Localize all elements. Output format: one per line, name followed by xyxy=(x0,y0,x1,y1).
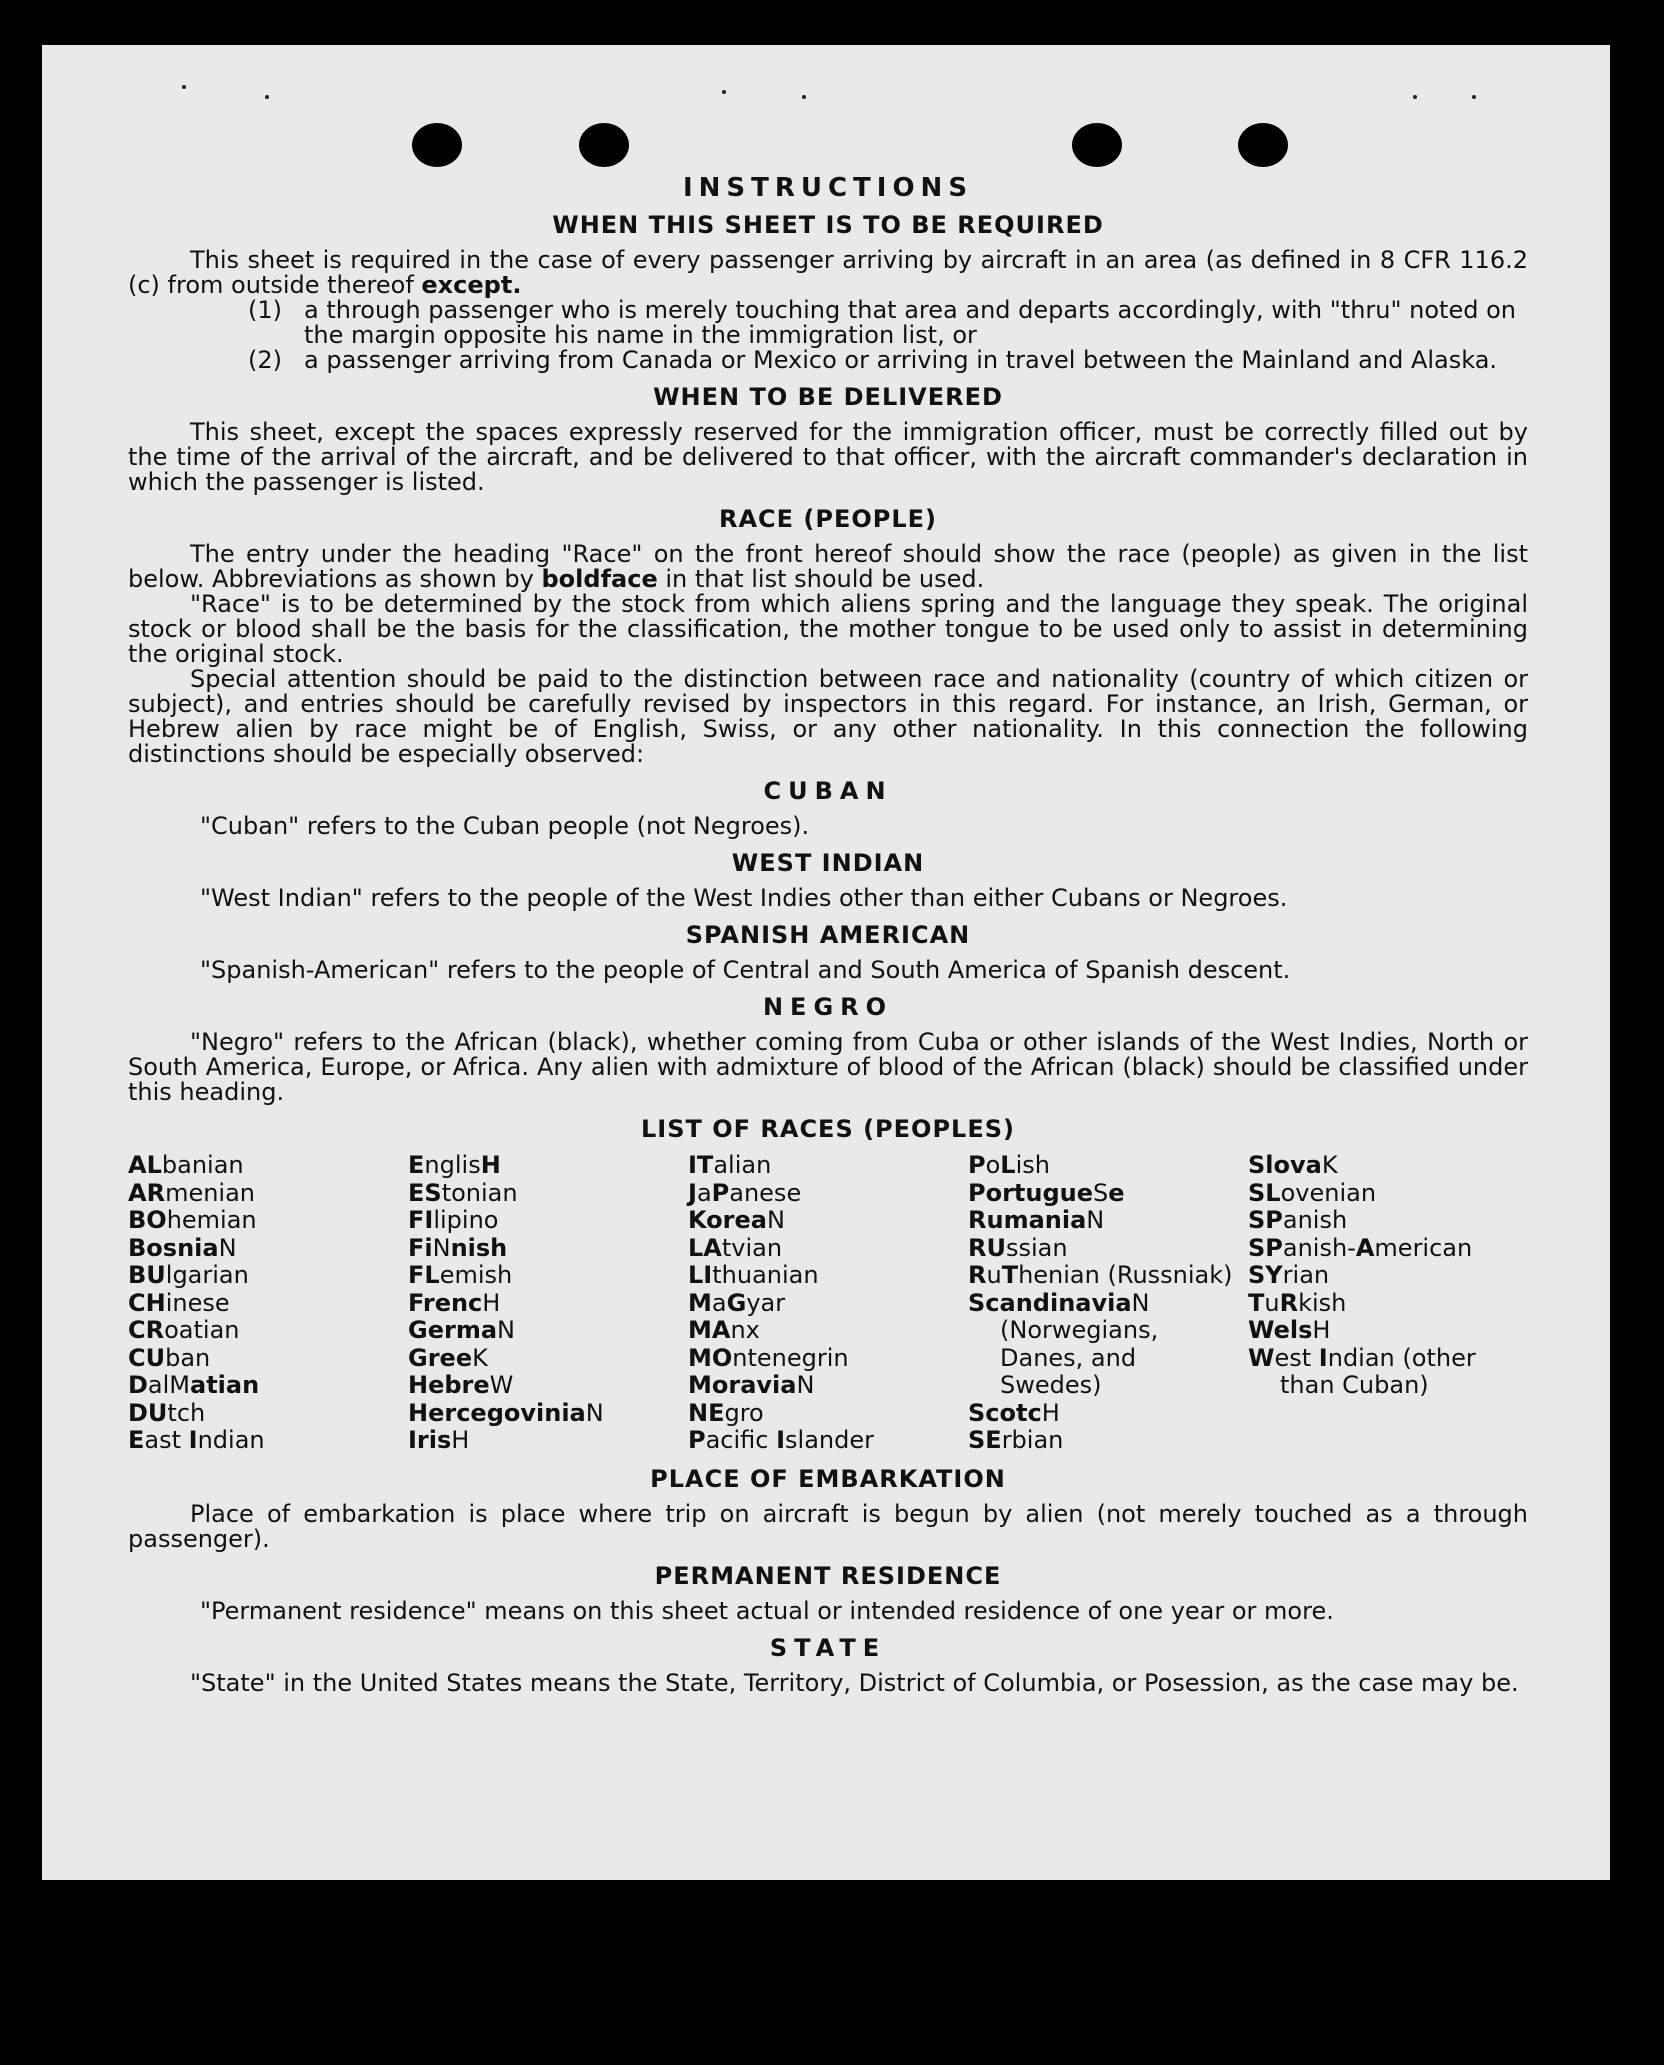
intro-text: This sheet is required in the case of every passenger arriving by aircraft in an area (as defined in 8 CFR 116.2 (c) from outside thereof xyxy=(128,246,1528,299)
race-entry: CUban xyxy=(128,1343,211,1372)
races-column-5 xyxy=(1248,1152,1528,1455)
race-entry: NEgro xyxy=(688,1398,764,1427)
race-paragraph-1 xyxy=(128,542,1528,592)
race-entry: BosniaN xyxy=(128,1233,237,1262)
race-entry: MaGyar xyxy=(688,1288,786,1317)
race-entry: than Cuban) xyxy=(1280,1371,1429,1399)
heading-embarkation: PLACE OF EMBARKATION xyxy=(650,1464,1006,1493)
race-entry: ScandinaviaN xyxy=(968,1288,1150,1317)
race-entry: TuRkish xyxy=(1248,1288,1347,1317)
punch-hole xyxy=(1072,123,1122,167)
race-entry: EnglisH xyxy=(408,1151,501,1179)
item-text: a passenger arriving from Canada or Mexico or arriving in travel between the Mainland and Alaska. xyxy=(304,346,1498,374)
race-entry: EStonian xyxy=(408,1178,518,1207)
race-entry: JaPanese xyxy=(688,1178,802,1207)
race-entry: FIlipino xyxy=(408,1206,499,1234)
races-table xyxy=(128,1152,1528,1455)
instructions-content xyxy=(128,173,1528,1697)
heading-residence: PERMANENT RESIDENCE xyxy=(654,1561,1002,1590)
race-p1-bold: boldface xyxy=(541,565,658,593)
race-entry: GreeK xyxy=(408,1343,488,1372)
speck xyxy=(722,90,726,94)
race-entry: MAnx xyxy=(688,1316,760,1344)
race-entry: SlovaK xyxy=(1248,1151,1338,1179)
heading-west-indian: WEST INDIAN xyxy=(731,849,925,877)
race-entry: West Indian (other xyxy=(1248,1343,1476,1372)
item-number: (1) xyxy=(248,296,282,324)
race-p1b: in that list should be used. xyxy=(665,565,985,593)
heading-cuban: CUBAN xyxy=(763,777,893,805)
race-entry: KoreaN xyxy=(688,1206,785,1234)
west-indian-text: "West Indian" refers to the people of the West Indies other than either Cubans or Negroes. xyxy=(200,884,1288,912)
race-entry: DalMatian xyxy=(128,1371,260,1399)
race-entry: FiNnish xyxy=(408,1233,508,1262)
item-number: (2) xyxy=(248,346,282,374)
race-entry: SPanish xyxy=(1248,1206,1348,1234)
race-entry: East Indian xyxy=(128,1426,265,1454)
race-entry: FLemish xyxy=(408,1261,513,1289)
speck xyxy=(1472,95,1476,99)
when-required-intro xyxy=(128,248,1528,298)
race-entry: ITalian xyxy=(688,1151,772,1179)
heading-when-required: WHEN THIS SHEET IS TO BE REQUIRED xyxy=(552,211,1104,239)
races-column-2 xyxy=(408,1152,688,1455)
state-text: "State" in the United States means the State, Territory, District of Columbia, or Posession, as the case may be. xyxy=(190,1668,1519,1697)
list-item xyxy=(128,298,1528,348)
residence-text: "Permanent residence" means on this sheet actual or intended residence of one year or more. xyxy=(200,1596,1334,1625)
race-entry: PoLish xyxy=(968,1151,1050,1179)
race-entry: (Norwegians, xyxy=(1000,1316,1159,1344)
race-entry: RUssian xyxy=(968,1233,1068,1262)
race-entry: BOhemian xyxy=(128,1206,257,1234)
races-column-1 xyxy=(128,1152,408,1455)
punch-hole xyxy=(1238,123,1288,167)
heading-list-of-races: LIST OF RACES (PEOPLES) xyxy=(641,1115,1015,1143)
race-entry: Danes, and xyxy=(1000,1343,1137,1372)
race-entry: CRoatian xyxy=(128,1316,240,1344)
when-delivered-text: This sheet, except the spaces expressly reserved for the immigration officer, must be correctly filled out by the time of the arrival of the aircraft, and be delivered to that officer, with the aircraft commander's declaration in which the passenger is listed. xyxy=(128,418,1528,496)
race-entry: RuThenian (Russniak) xyxy=(968,1261,1233,1289)
race-entry: PortugueSe xyxy=(968,1178,1125,1207)
embarkation-text: Place of embarkation is place where trip on aircraft is begun by alien (not merely touched as a through passenger). xyxy=(128,1499,1528,1553)
speck xyxy=(265,95,269,99)
race-entry: DUtch xyxy=(128,1398,206,1427)
race-entry: SErbian xyxy=(968,1426,1064,1454)
race-paragraph-3: Special attention should be paid to the distinction between race and nationality (country of which citizen or subject), and entries should be carefully revised by inspectors in this regard. For instance, an Irish, German, or Hebrew alien by race might be of English, Swiss, or any other nationality. In this connection the following distinctions should be especially observed: xyxy=(128,665,1528,768)
heading-race: RACE (PEOPLE) xyxy=(718,505,938,533)
race-entry: HebreW xyxy=(408,1371,514,1399)
races-column-3 xyxy=(688,1152,968,1455)
race-entry: SPanish-American xyxy=(1248,1233,1473,1262)
punch-hole xyxy=(579,123,629,167)
race-entry: Swedes) xyxy=(1000,1371,1102,1399)
race-entry: Pacific Islander xyxy=(688,1426,875,1454)
races-column-4 xyxy=(968,1152,1248,1455)
race-entry: MOntenegrin xyxy=(688,1343,849,1372)
race-entry: SLovenian xyxy=(1248,1178,1377,1207)
heading-negro: NEGRO xyxy=(762,993,894,1021)
race-entry: RumaniaN xyxy=(968,1206,1105,1234)
race-entry: BUlgarian xyxy=(128,1261,249,1289)
race-entry: ALbanian xyxy=(128,1151,244,1179)
race-entry: HercegoviniaN xyxy=(408,1398,604,1427)
race-p1a: The entry under the heading "Race" on the front hereof should show the race (people) as given in the list below. Abbreviations as shown by xyxy=(128,540,1528,593)
race-entry: IrisH xyxy=(408,1426,470,1454)
race-entry: CHinese xyxy=(128,1288,230,1317)
punch-hole xyxy=(412,123,462,167)
item-text: a through passenger who is merely touching that area and departs accordingly, with "thru" noted on the margin opposite his name in the immigration list, or xyxy=(304,296,1516,349)
race-entry: GermaN xyxy=(408,1316,515,1344)
race-entry: ARmenian xyxy=(128,1178,256,1207)
race-entry: MoraviaN xyxy=(688,1371,815,1399)
spanish-american-text: "Spanish-American" refers to the people of Central and South America of Spanish descent. xyxy=(200,956,1291,984)
intro-bold: except. xyxy=(421,271,522,299)
list-item xyxy=(128,348,1528,373)
heading-spanish-american: SPANISH AMERICAN xyxy=(685,921,971,949)
race-entry: SYrian xyxy=(1248,1261,1330,1289)
page-title: INSTRUCTIONS xyxy=(682,173,974,203)
heading-when-delivered: WHEN TO BE DELIVERED xyxy=(653,383,1003,411)
negro-text: "Negro" refers to the African (black), whether coming from Cuba or other islands of the West Indies, North or South America, Europe, or Africa. Any alien with admixture of blood of the African (black) should be classified under this heading. xyxy=(128,1028,1528,1106)
cuban-text: "Cuban" refers to the Cuban people (not Negroes). xyxy=(200,812,810,840)
speck xyxy=(1413,95,1417,99)
race-entry: WelsH xyxy=(1248,1316,1331,1344)
speck xyxy=(802,95,806,99)
race-entry: LIthuanian xyxy=(688,1261,819,1289)
heading-state: STATE xyxy=(769,1633,887,1662)
race-entry: ScotcH xyxy=(968,1398,1060,1427)
race-entry: FrencH xyxy=(408,1288,501,1317)
race-paragraph-2: "Race" is to be determined by the stock from which aliens spring and the language they speak. The original stock or blood shall be the basis for the classification, the mother tongue to be used only to assist in determining the original stock. xyxy=(128,590,1528,668)
speck xyxy=(182,85,186,89)
race-entry: LAtvian xyxy=(688,1233,783,1262)
